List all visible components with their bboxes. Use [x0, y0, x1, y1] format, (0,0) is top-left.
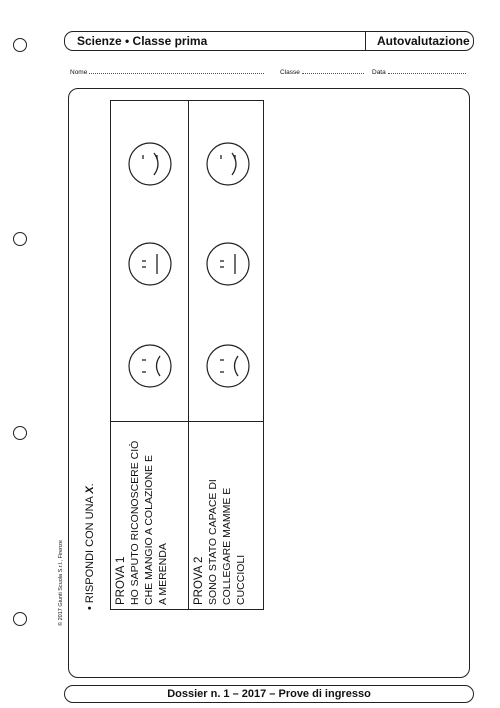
- happy-face-icon[interactable]: [204, 140, 252, 188]
- instruction-mark: X: [84, 486, 96, 494]
- date-label: Data: [372, 69, 386, 76]
- class-field[interactable]: [280, 66, 364, 80]
- sad-face-icon[interactable]: [126, 342, 174, 390]
- footer-bar: [64, 685, 474, 703]
- sad-face-icon[interactable]: [204, 342, 252, 390]
- binder-hole: [13, 232, 27, 246]
- name-field[interactable]: [70, 66, 264, 80]
- name-label: Nome: [70, 69, 88, 76]
- happy-face-icon[interactable]: [126, 140, 174, 188]
- row-divider: [111, 421, 263, 422]
- neutral-face-icon[interactable]: [126, 240, 174, 288]
- instruction-bullet: •: [84, 606, 96, 610]
- header-bar: [64, 31, 474, 51]
- test-2-text: PROVA 2 SONO STATO CAPACE DI COLLEGARE MAMME E CUCCIOLI: [193, 479, 247, 605]
- neutral-face-icon[interactable]: [204, 240, 252, 288]
- binder-hole: [13, 38, 27, 52]
- header-divider: [365, 31, 366, 51]
- test-1-title: PROVA 1: [115, 556, 127, 605]
- test-1-text: PROVA 1 HO SAPUTO RICONOSCERE CIÒ CHE MANGIO A COLAZIONE E A MERENDA: [115, 440, 169, 605]
- subject-title: Scienze • Classe prima: [77, 34, 208, 48]
- copyright-note: © 2017 Giunti Scuola S.r.l., Firenze: [58, 540, 64, 626]
- binder-hole: [13, 612, 27, 626]
- date-field[interactable]: [372, 66, 466, 80]
- footer-text: Dossier n. 1 – 2017 – Prove di ingresso: [167, 688, 371, 700]
- instruction-text: RISPONDI CON UNA: [84, 493, 96, 604]
- class-label: Classe: [280, 69, 300, 76]
- instruction: • RISPONDI CON UNA X.: [84, 483, 96, 610]
- test-2-title: PROVA 2: [193, 556, 205, 605]
- section-badge: Autovalutazione: [377, 34, 470, 48]
- binder-hole: [13, 426, 27, 440]
